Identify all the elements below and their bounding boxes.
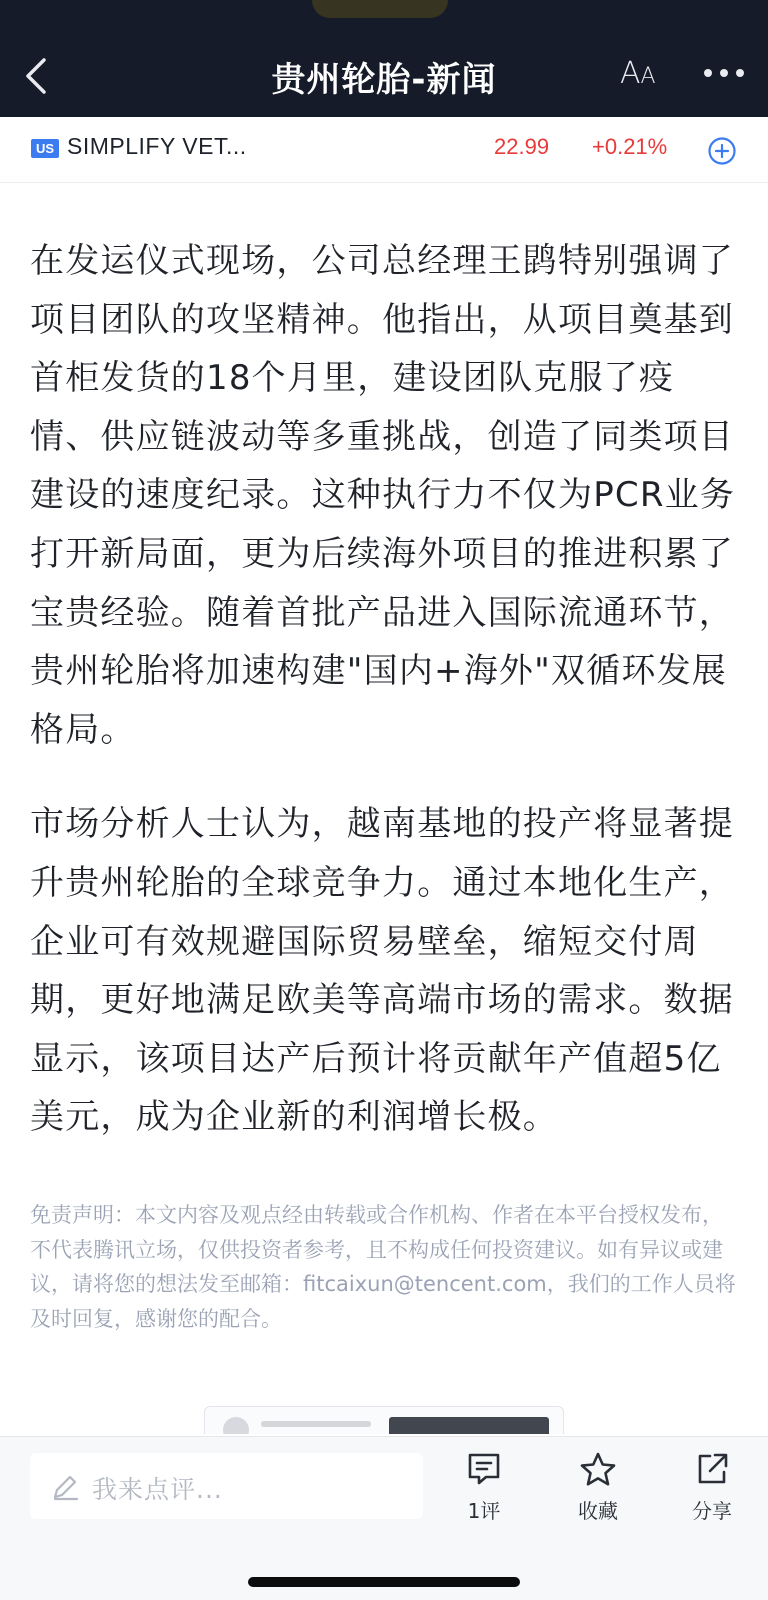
promo-text-placeholder <box>261 1421 371 1427</box>
bottom-action-bar <box>0 1436 768 1600</box>
comment-icon <box>466 1451 502 1487</box>
article-paragraph: 在发运仪式现场，公司总经理王鹍特别强调了项目团队的攻坚精神。他指出，从项目奠基到首柜发货的18个月里，建设团队克服了疫情、供应链波动等多重挑战，创造了同类项目建设的速度纪录。这种执行力不仅为PCR业务打开新局面，更为后续海外项目的推进积累了宝贵经验。随着首批产品进入国际流通环节，贵州轮胎将加速构建"国内+海外"双循环发展格局。 <box>30 241 736 750</box>
page-title: 贵州轮胎-新闻 <box>271 60 497 100</box>
promo-logo <box>223 1417 249 1434</box>
home-indicator[interactable] <box>248 1577 520 1587</box>
camera-notch <box>312 0 448 18</box>
font-size-button[interactable] <box>620 56 656 91</box>
stock-price: 22.99 <box>494 134 550 159</box>
article-paragraph: 市场分析人士认为，越南基地的投产将显著提升贵州轮胎的全球竞争力。通过本地化生产，企业可有效规避国际贸易壁垒，缩短交付周期，更好地满足欧美等高端市场的需求。数据显示，该项目达产后预计将贡献年产值超5亿美元，成为企业新的利润增长极。 <box>30 804 734 1138</box>
pen-icon <box>50 1472 80 1502</box>
nav-header <box>0 0 768 117</box>
comment-input[interactable] <box>30 1453 423 1519</box>
star-icon <box>579 1451 617 1487</box>
plus-circle-icon <box>707 136 737 166</box>
font-size-big-glyph: A <box>620 56 641 91</box>
stock-name[interactable]: SIMPLIFY VET... <box>67 133 247 159</box>
font-size-small-glyph: A <box>640 64 656 89</box>
more-horizontal-icon <box>700 58 748 88</box>
stock-ticker-bar[interactable] <box>0 117 768 183</box>
promo-button[interactable] <box>389 1417 549 1434</box>
comment-placeholder: 我来点评... <box>92 1475 223 1504</box>
promo-banner[interactable] <box>204 1406 564 1434</box>
comments-count-label: 1评 <box>467 1499 501 1523</box>
disclaimer-text: 免责声明：本文内容及观点经由转载或合作机构、作者在本平台授权发布，不代表腾讯立场，仅供投资者参考，且不构成任何投资建议。如有异议或建议，请将您的想法发至邮箱：fitcaixun@tencent.com，我们的工作人员将及时回复，感谢您的配合。 <box>30 1203 736 1331</box>
share-button[interactable] <box>672 1451 752 1531</box>
market-badge: US <box>31 139 59 158</box>
more-button[interactable] <box>700 58 748 88</box>
article-body <box>30 232 742 1183</box>
favorite-label: 收藏 <box>578 1499 618 1523</box>
share-icon <box>694 1451 730 1487</box>
add-watchlist-button[interactable] <box>707 136 737 166</box>
comments-button[interactable] <box>444 1451 524 1531</box>
stock-change: +0.21% <box>592 134 668 159</box>
favorite-button[interactable] <box>558 1451 638 1531</box>
share-label: 分享 <box>692 1499 732 1523</box>
